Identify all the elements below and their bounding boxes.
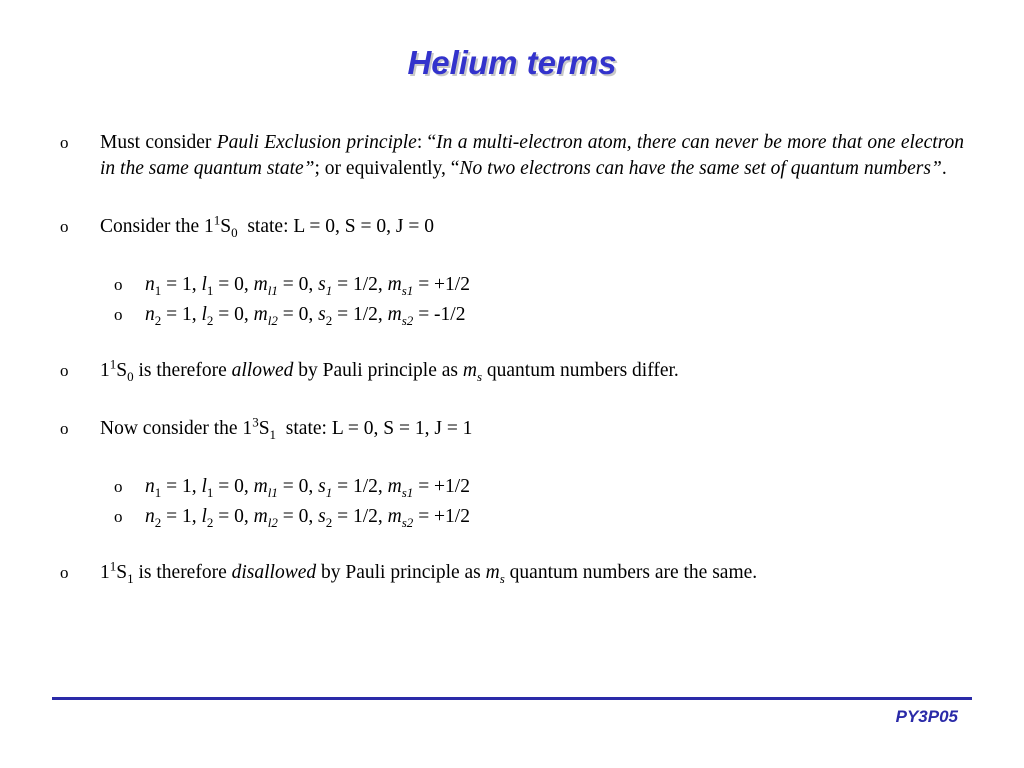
- sub-bullet-electron-1: [60, 272, 964, 298]
- bullet-marker: o: [114, 507, 123, 526]
- var: s: [318, 476, 326, 497]
- subscript: 2: [206, 514, 214, 530]
- text: by Pauli principle as: [316, 562, 486, 583]
- subscript: 2: [325, 514, 333, 530]
- subscript: s: [499, 570, 505, 586]
- text: is therefore: [133, 562, 232, 583]
- pauli-principle-term: Pauli Exclusion principle: [216, 132, 417, 153]
- var: m: [485, 562, 500, 583]
- bullet-marker: o: [60, 563, 69, 582]
- text: = 0,: [277, 506, 319, 527]
- text: = +1/2: [413, 476, 470, 497]
- subscript: 2: [325, 312, 333, 328]
- text: by Pauli principle as: [293, 360, 463, 381]
- var: s: [318, 304, 326, 325]
- subscript: 1: [154, 484, 162, 500]
- var: l: [201, 476, 207, 497]
- sub-bullet-electron-2-triplet: [60, 504, 964, 530]
- text: S: [116, 360, 128, 381]
- bullet-pauli-principle: [60, 130, 964, 182]
- footer-course-code: PY3P05: [895, 707, 958, 726]
- subscript: 1: [325, 484, 333, 500]
- var: l: [201, 506, 207, 527]
- text: Must consider: [100, 132, 217, 153]
- text: Consider the 1: [100, 216, 214, 237]
- var: n: [145, 506, 155, 527]
- var: l: [201, 304, 207, 325]
- text: 1: [100, 360, 110, 381]
- bullet-marker: o: [114, 275, 123, 294]
- var: m: [253, 476, 268, 497]
- text: = 0,: [213, 274, 254, 295]
- bullet-singlet-state: [60, 214, 964, 240]
- var: m: [462, 360, 477, 381]
- pauli-quote-1: In a multi-electron atom, there can never be more that one electron in the same quantum state”: [100, 132, 965, 179]
- subscript: 2: [154, 312, 162, 328]
- var: m: [387, 476, 402, 497]
- subscript: l2: [267, 312, 278, 328]
- bullet-marker: o: [114, 477, 123, 496]
- superscript: 3: [252, 414, 259, 430]
- text: 1: [100, 562, 110, 583]
- subscript: 0: [231, 224, 238, 240]
- text: = 1/2,: [332, 274, 388, 295]
- slide-title: Helium terms: [407, 44, 617, 81]
- text: = 1,: [161, 506, 202, 527]
- text: = 1,: [161, 274, 202, 295]
- footer-divider: [52, 697, 972, 700]
- slide-body: [60, 130, 964, 586]
- text: quantum numbers are the same.: [504, 562, 758, 583]
- sub-bullet-electron-1-triplet: [60, 474, 964, 500]
- subscript: 2: [206, 312, 214, 328]
- subscript: l1: [267, 282, 278, 298]
- text: .: [941, 158, 947, 179]
- text: = 0,: [213, 304, 254, 325]
- allowed-term: allowed: [231, 360, 294, 381]
- bullet-marker: o: [60, 419, 69, 438]
- subscript: s2: [401, 312, 414, 328]
- text: = 1/2,: [332, 304, 388, 325]
- text: S: [220, 216, 232, 237]
- var: s: [318, 274, 326, 295]
- var: n: [145, 476, 155, 497]
- text: state: L = 0, S = 1, J = 1: [276, 418, 473, 439]
- bullet-triplet-state: [60, 416, 964, 442]
- bullet-marker: o: [60, 133, 69, 152]
- text: = -1/2: [413, 304, 466, 325]
- text: S: [116, 562, 128, 583]
- text: state: L = 0, S = 0, J = 0: [237, 216, 434, 237]
- text: quantum numbers differ.: [482, 360, 679, 381]
- subscript: s2: [401, 514, 414, 530]
- text: = 0,: [277, 304, 319, 325]
- var: m: [387, 506, 402, 527]
- subscript: 1: [127, 570, 134, 586]
- var: m: [253, 304, 268, 325]
- text: = 1/2,: [332, 476, 388, 497]
- subscript: s1: [401, 282, 414, 298]
- text: = 0,: [213, 506, 254, 527]
- text: is therefore: [133, 360, 232, 381]
- superscript: 1: [109, 356, 117, 372]
- subscript: 1: [206, 282, 214, 298]
- bullet-marker: o: [60, 361, 69, 380]
- text: = 0,: [213, 476, 254, 497]
- subscript: 1: [325, 282, 333, 298]
- text: = 0,: [277, 476, 319, 497]
- subscript: 1: [269, 426, 277, 442]
- var: m: [387, 274, 402, 295]
- superscript: 1: [213, 212, 221, 228]
- text: = 1/2,: [332, 506, 388, 527]
- disallowed-term: disallowed: [231, 562, 317, 583]
- var: m: [253, 506, 268, 527]
- subscript: s1: [401, 484, 414, 500]
- sub-bullet-electron-2: [60, 302, 964, 328]
- text: : “: [416, 132, 437, 153]
- superscript: 1: [109, 558, 117, 574]
- subscript: 2: [154, 514, 162, 530]
- text: = 1,: [161, 476, 202, 497]
- subscript: 0: [127, 368, 134, 384]
- var: l: [201, 274, 207, 295]
- text: = +1/2: [413, 274, 470, 295]
- text: = 0,: [277, 274, 319, 295]
- var: s: [318, 506, 326, 527]
- text: = 1,: [161, 304, 202, 325]
- var: m: [387, 304, 402, 325]
- var: m: [253, 274, 268, 295]
- bullet-marker: o: [114, 305, 123, 324]
- text: Now consider the 1: [100, 418, 253, 439]
- pauli-quote-2: No two electrons can have the same set of quantum numbers”: [459, 158, 942, 179]
- bullet-marker: o: [60, 217, 69, 236]
- subscript: s: [476, 368, 483, 384]
- var: n: [145, 274, 155, 295]
- var: n: [145, 304, 155, 325]
- subscript: l2: [267, 514, 278, 530]
- text: = +1/2: [413, 506, 470, 527]
- subscript: 1: [206, 484, 214, 500]
- text: S: [258, 418, 270, 439]
- bullet-triplet-disallowed: [60, 560, 964, 586]
- text: ; or equivalently, “: [314, 158, 460, 179]
- bullet-singlet-allowed: [60, 358, 964, 384]
- subscript: l1: [267, 484, 278, 500]
- subscript: 1: [154, 282, 162, 298]
